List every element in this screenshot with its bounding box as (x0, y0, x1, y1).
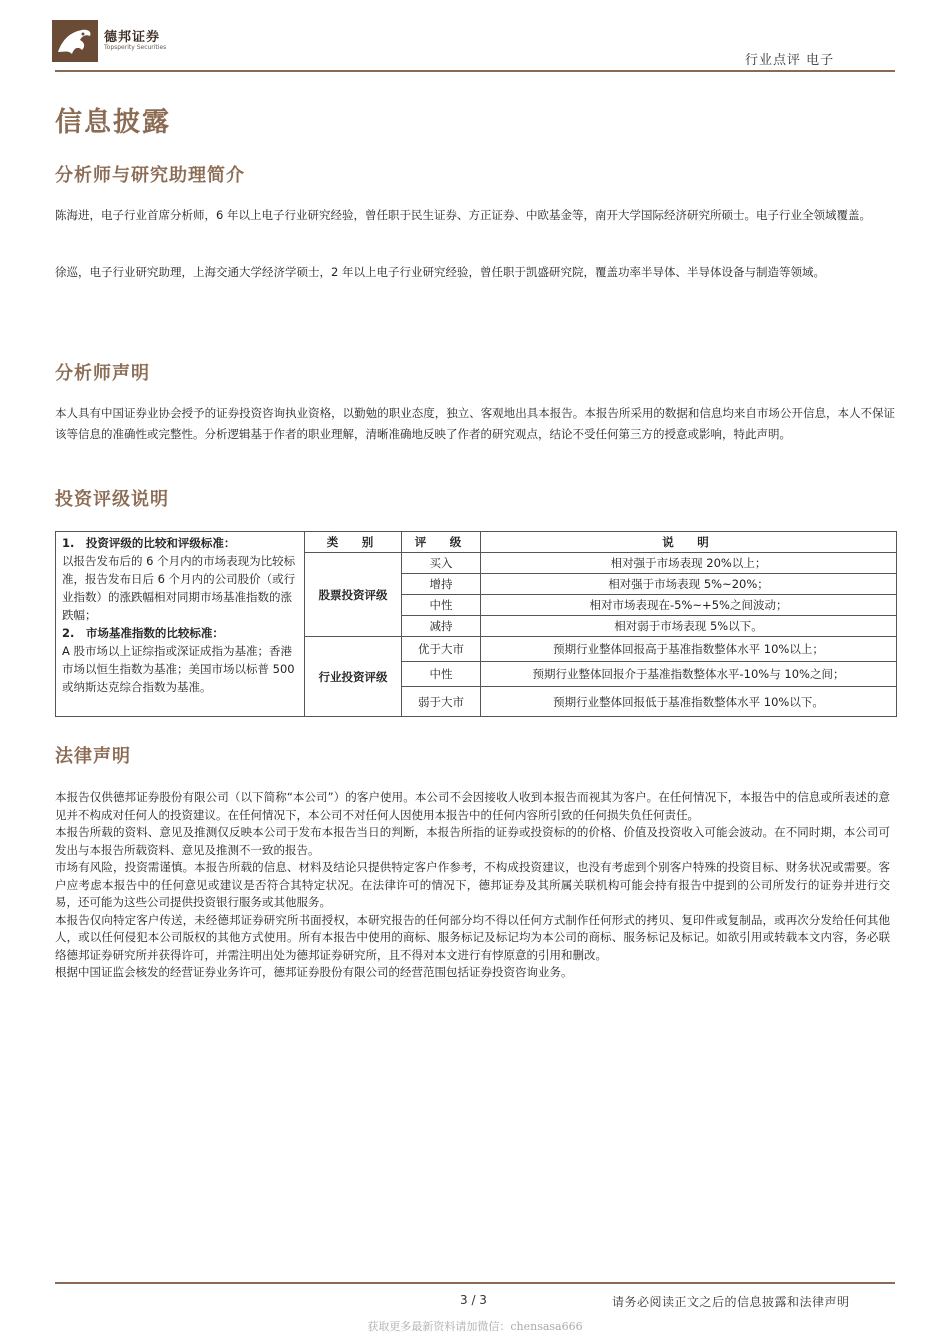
industry-rating-desc: 预期行业整体回报低于基准指数整体水平 10%以下。 (481, 687, 897, 717)
legal-paragraph: 本报告仅供德邦证券股份有限公司（以下简称“本公司”）的客户使用。本公司不会因接收人收到本报告而视其为客户。在任何情况下，本报告中的信息或所表述的意见并不构成对任何人的投资建议。在任何情况下，本公司不对任何人因使用本报告中的任何内容所引致的任何损失负任何责任。 (55, 790, 890, 822)
industry-rating-label: 优于大市 (402, 637, 481, 662)
page-title: 信息披露 (55, 107, 171, 138)
industry-rating-category: 行业投资评级 (305, 637, 402, 717)
dragon-logo-icon (52, 20, 98, 62)
industry-rating-label: 中性 (402, 662, 481, 687)
brand-name-en: Topsperity Securities (104, 44, 167, 51)
page-number: 3 / 3 (460, 1293, 487, 1307)
assistant-intro-paragraph: 徐巡，电子行业研究助理，上海交通大学经济学硕士，2 年以上电子行业研究经验，曾任职于凯盛研究院，覆盖功率半导体、半导体设备与制造等领域。 (55, 265, 825, 279)
report-category: 行业点评 电子 (745, 53, 835, 68)
header-divider (55, 70, 895, 72)
stock-rating-desc: 相对强于市场表现 5%~20%； (481, 574, 897, 595)
legal-paragraph: 本报告所载的资料、意见及推测仅反映本公司于发布本报告当日的判断，本报告所指的证券或投资标的的价格、价值及投资收入可能会波动。在不同时期，本公司可发出与本报告所载资料、意见及推测不一致的报告。 (55, 825, 890, 857)
analyst-statement-text: 本人具有中国证券业协会授予的证券投资咨询执业资格，以勤勉的职业态度，独立、客观地出具本报告。本报告所采用的数据和信息均来自市场公开信息，本人不保证该等信息的准确性或完整性。分析逻辑基于作者的职业理解，清晰准确地反映了作者的研究观点，结论不受任何第三方的授意或影响，特此声明。 (55, 406, 895, 441)
legal-heading: 法律声明 (55, 746, 131, 767)
rating-table (55, 531, 897, 717)
footer-divider (55, 1282, 895, 1284)
stock-rating-desc: 相对强于市场表现 20%以上； (481, 553, 897, 574)
stock-rating-label: 增持 (402, 574, 481, 595)
footer-note: 请务必阅读正文之后的信息披露和法律声明 (612, 1295, 850, 1309)
criteria-title-2: 2. 市场基准指数的比较标准： (62, 626, 224, 640)
col-header-category: 类 别 (305, 532, 402, 553)
col-header-rating: 评 级 (402, 532, 481, 553)
analyst-intro-paragraph: 陈海进，电子行业首席分析师，6 年以上电子行业研究经验，曾任职于民生证券、方正证券、中欧基金等，南开大学国际经济研究所硕士。电子行业全领域覆盖。 (55, 208, 871, 222)
criteria-text-1: 以报告发布后的 6 个月内的市场表现为比较标准，报告发布日后 6 个月内的公司股价（或行业指数）的涨跌幅相对同期市场基准指数的涨跌幅； (62, 554, 296, 622)
industry-rating-desc: 预期行业整体回报高于基准指数整体水平 10%以上； (481, 637, 897, 662)
analyst-intro-heading: 分析师与研究助理简介 (55, 165, 245, 186)
legal-paragraph: 本报告仅向特定客户传送，未经德邦证券研究所书面授权，本研究报告的任何部分均不得以任何方式制作任何形式的拷贝、复印件或复制品，或再次分发给任何其他人，或以任何侵犯本公司版权的其他方式使用。所有本报告中使用的商标、服务标记及标记均为本公司的商标、服务标记及标记。如欲引用或转载本文内容，务必联络德邦证券研究所并获得许可，并需注明出处为德邦证券研究所，且不得对本文进行有悖原意的引用和删改。 (55, 912, 890, 962)
stock-rating-label: 中性 (402, 595, 481, 616)
analyst-statement-heading: 分析师声明 (55, 363, 150, 384)
rating-criteria-cell (56, 532, 305, 717)
rating-heading: 投资评级说明 (55, 489, 169, 510)
stock-rating-desc: 相对弱于市场表现 5%以下。 (481, 616, 897, 637)
stock-rating-desc: 相对市场表现在-5%~+5%之间波动； (481, 595, 897, 616)
legal-paragraph: 市场有风险，投资需谨慎。本报告所载的信息、材料及结论只提供特定客户作参考，不构成投资建议，也没有考虑到个别客户特殊的投资目标、财务状况或需要。客户应考虑本报告中的任何意见或建议是否符合其特定状况。在法律许可的情况下，德邦证券及其所属关联机构可能会持有报告中提到的公司所发行的证券并进行交易，还可能为这些公司提供投资银行服务或其他服务。 (55, 860, 890, 909)
col-header-description: 说 明 (481, 532, 897, 553)
industry-rating-desc: 预期行业整体回报介于基准指数整体水平-10%与 10%之间； (481, 662, 897, 687)
legal-paragraph: 根据中国证监会核发的经营证券业务许可，德邦证券股份有限公司的经营范围包括证券投资咨询业务。 (55, 965, 573, 979)
watermark: 获取更多最新资料请加微信：chensasa666 (367, 1320, 583, 1333)
criteria-title-1: 1. 投资评级的比较和评级标准： (62, 536, 236, 550)
stock-rating-category: 股票投资评级 (305, 553, 402, 637)
stock-rating-label: 买入 (402, 553, 481, 574)
stock-rating-label: 减持 (402, 616, 481, 637)
criteria-text-2: A 股市场以上证综指或深证成指为基准；香港市场以恒生指数为基准；美国市场以标普 500 或纳斯达克综合指数为基准。 (62, 644, 295, 694)
brand-name: 德邦证券 (104, 30, 161, 45)
legal-text (55, 789, 890, 982)
industry-rating-label: 弱于大市 (402, 687, 481, 717)
